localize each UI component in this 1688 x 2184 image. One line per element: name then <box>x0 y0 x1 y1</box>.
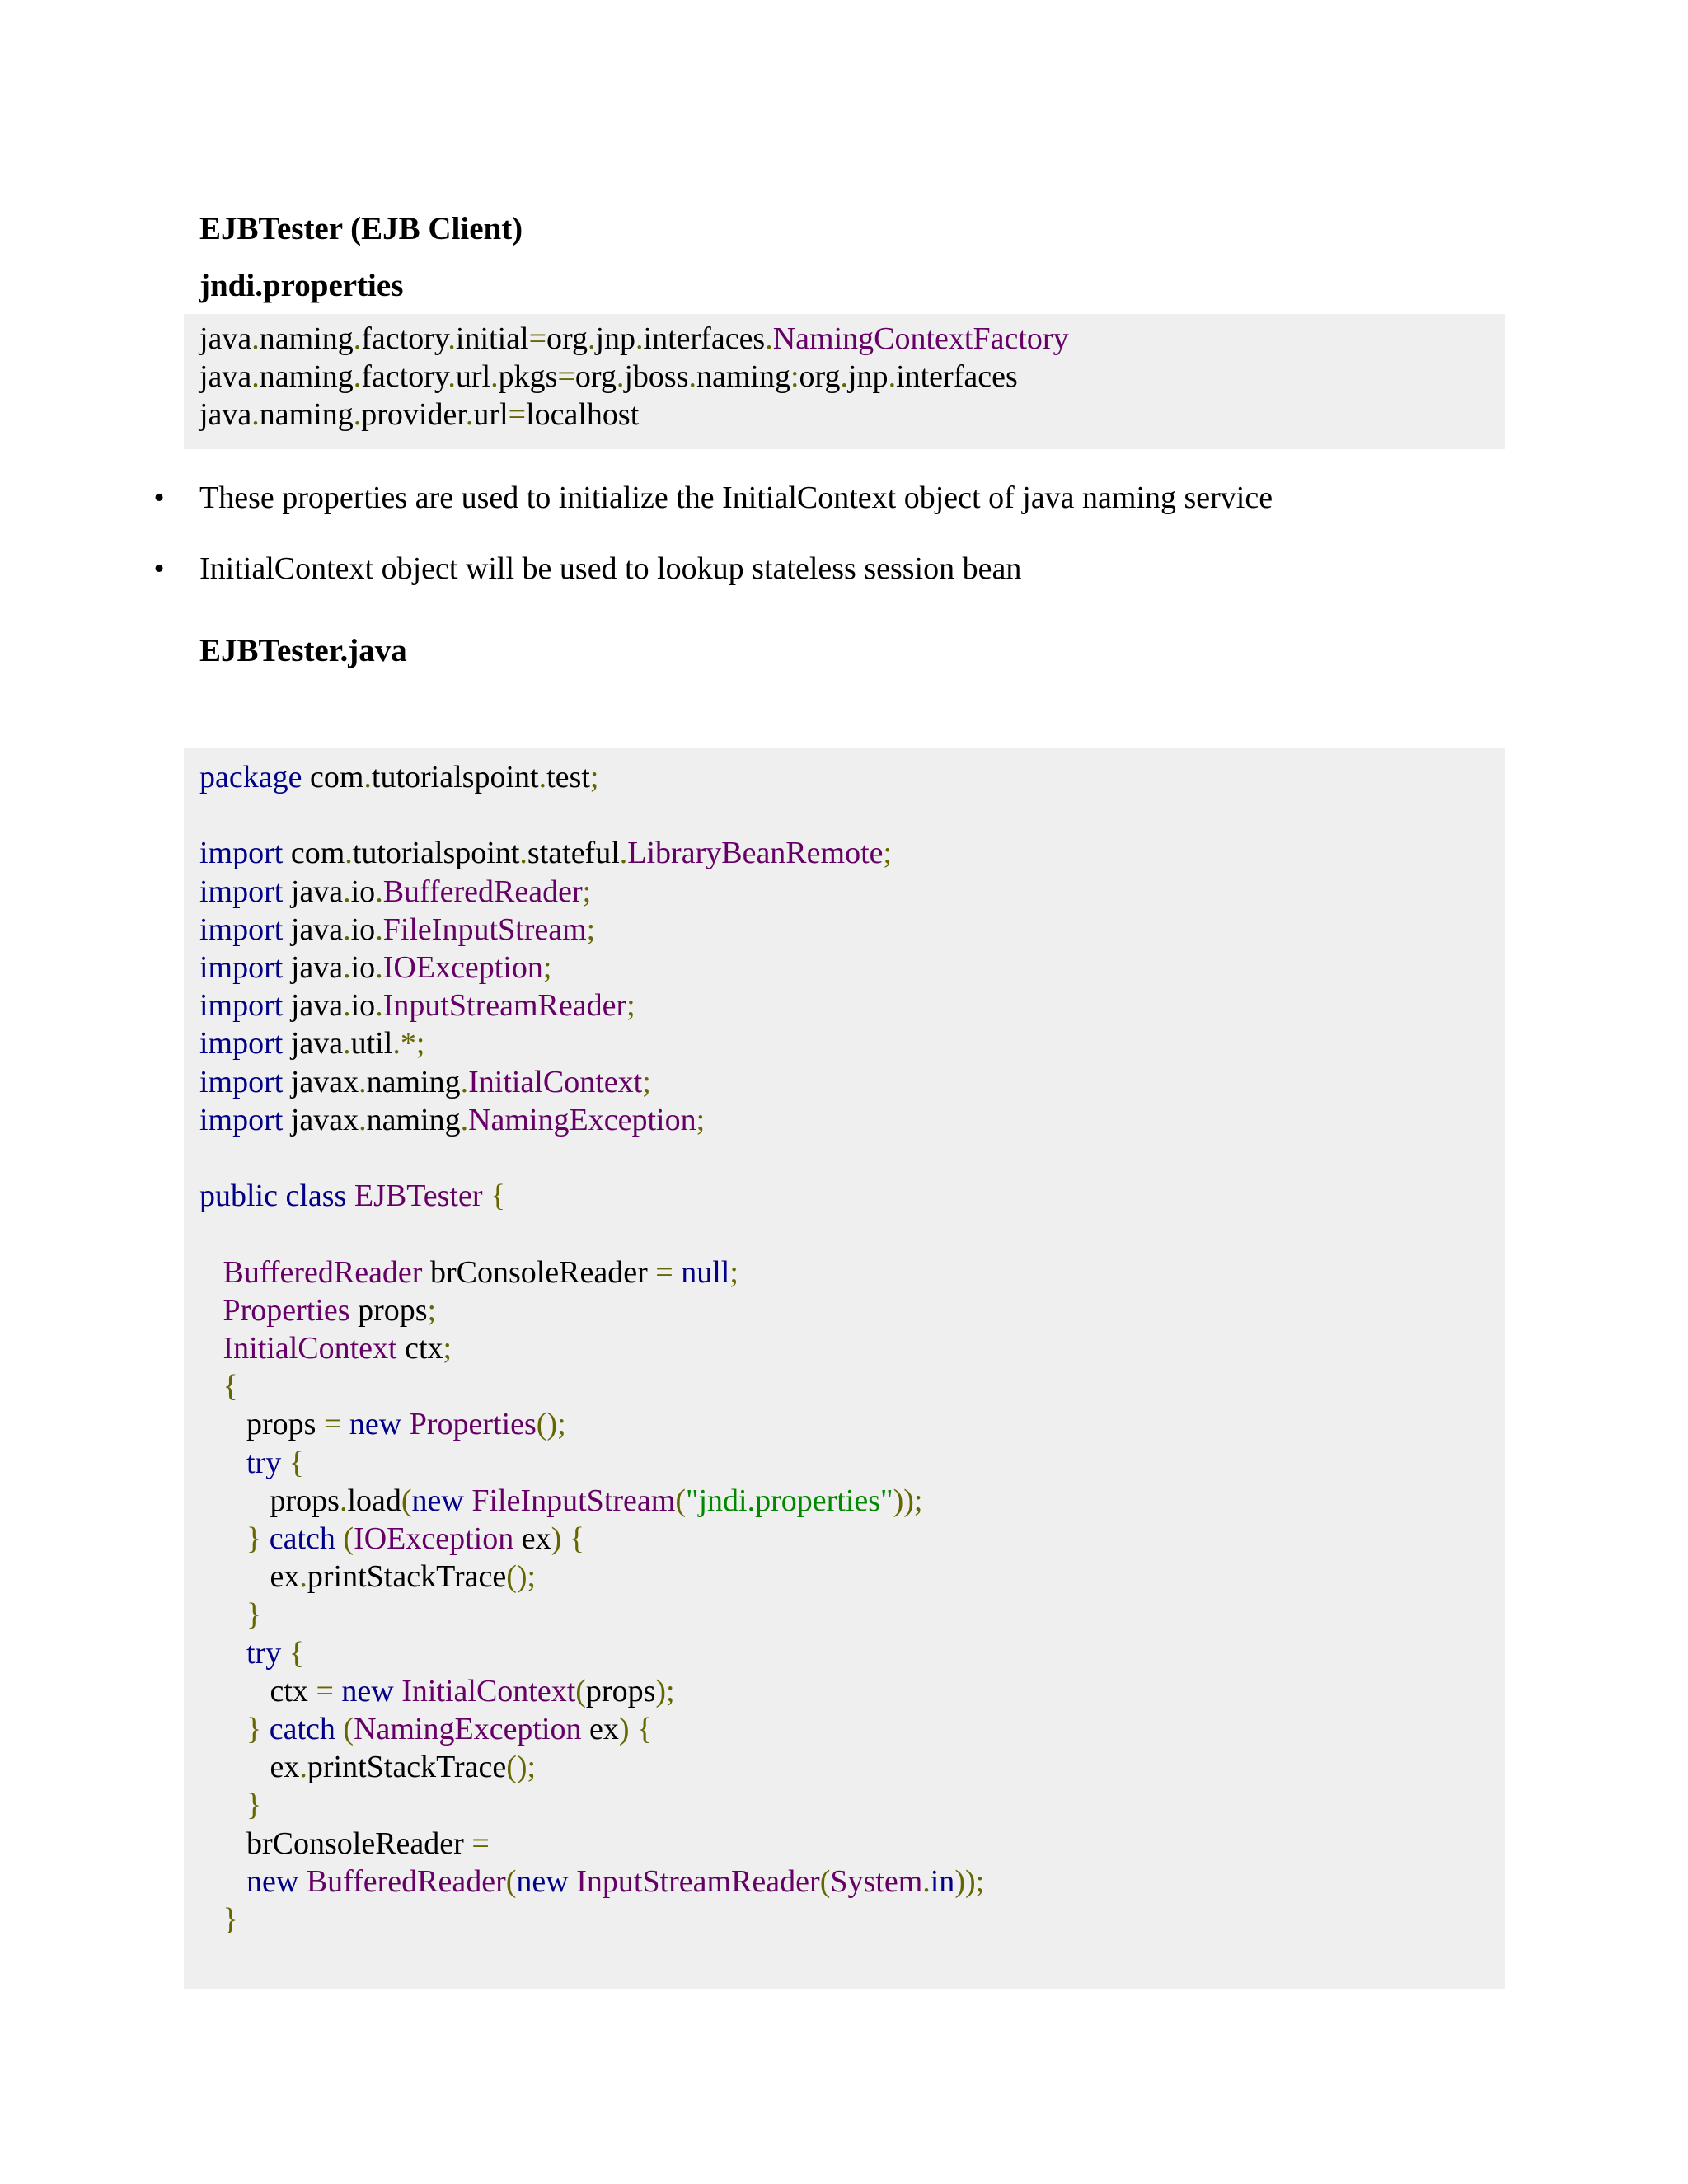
code-token <box>199 1712 246 1746</box>
code-token <box>199 1369 223 1404</box>
code-token: initial <box>455 321 529 356</box>
code-token: jnp <box>848 359 889 395</box>
code-token <box>199 1788 246 1822</box>
code-token: ; <box>883 836 893 871</box>
code-token: . <box>359 1102 367 1137</box>
code-token: . <box>299 1750 307 1785</box>
code-token: = <box>471 1825 490 1861</box>
code-line <box>199 873 591 911</box>
code-token: . <box>888 359 897 395</box>
bullet-text: These properties are used to initialize the InitialContext object of java naming service <box>199 480 1273 515</box>
code-token: System <box>830 1863 923 1899</box>
code-token: java <box>283 988 344 1024</box>
code-token: BufferedReader <box>306 1863 506 1899</box>
code-token <box>261 1712 270 1746</box>
code-line <box>199 834 892 872</box>
code-token: . <box>359 1064 367 1099</box>
code-token: ( <box>343 1521 354 1556</box>
code-token: . <box>343 874 351 909</box>
code-token: java <box>283 912 344 947</box>
code-token <box>401 1407 410 1441</box>
code-token: ( <box>505 1863 517 1899</box>
code-token: (); <box>536 1407 566 1442</box>
code-token: try <box>246 1635 282 1671</box>
code-line <box>199 1520 584 1558</box>
code-token: new <box>349 1407 402 1442</box>
code-token: ; <box>443 1331 452 1366</box>
code-token: printStackTrace <box>307 1559 507 1595</box>
code-token: . <box>251 397 260 433</box>
code-token: util <box>350 1026 393 1062</box>
code-line <box>199 987 635 1024</box>
code-token: import <box>199 950 284 985</box>
code-token: . <box>840 359 848 395</box>
code-line <box>199 396 639 434</box>
code-token: javax <box>283 1064 359 1099</box>
code-line <box>199 1596 261 1633</box>
code-token: io <box>350 950 376 985</box>
code-token <box>341 1407 349 1441</box>
code-token: ( <box>575 1673 586 1708</box>
code-token: null <box>681 1254 730 1290</box>
code-token: . <box>343 988 351 1024</box>
code-token: ) <box>618 1712 630 1746</box>
code-token: public class <box>199 1179 347 1214</box>
code-token: naming <box>259 321 354 356</box>
code-line <box>199 1900 238 1938</box>
code-token: . <box>448 359 456 395</box>
code-token: (); <box>506 1750 537 1785</box>
code-line <box>199 1710 652 1748</box>
code-token <box>199 1331 223 1366</box>
code-token: : <box>790 359 799 395</box>
code-token <box>281 1446 289 1480</box>
code-token: ex <box>513 1521 551 1556</box>
code-token: props <box>199 1407 324 1442</box>
code-token: = <box>528 321 547 356</box>
code-line <box>199 1634 304 1672</box>
code-token: java <box>283 874 344 909</box>
code-line <box>199 1291 436 1329</box>
code-token: . <box>688 359 696 395</box>
code-token: ( <box>675 1483 686 1518</box>
code-token: NamingContextFactory <box>772 321 1069 356</box>
code-line <box>199 758 598 796</box>
code-token: { <box>490 1179 506 1214</box>
code-token: java <box>199 321 252 356</box>
code-token: = <box>655 1254 673 1290</box>
code-token: . <box>448 321 456 356</box>
code-token: brConsoleReader <box>422 1254 656 1290</box>
code-token: } <box>246 1597 262 1633</box>
code-token: IOException <box>354 1521 514 1556</box>
code-token: import <box>199 988 284 1024</box>
code-token: naming <box>696 359 790 395</box>
code-token <box>394 1674 402 1708</box>
code-line <box>199 320 1069 358</box>
code-token: package <box>199 760 302 794</box>
heading-jndi-properties: jndi.properties <box>199 268 404 303</box>
code-line <box>199 1063 651 1101</box>
code-token: . <box>375 912 383 947</box>
code-token: { <box>569 1521 584 1556</box>
code-token: ctx <box>396 1331 443 1366</box>
code-token <box>334 1674 342 1708</box>
code-line <box>199 1748 536 1786</box>
code-token <box>569 1864 577 1899</box>
code-token: Properties <box>409 1407 537 1442</box>
code-token: { <box>288 1635 304 1671</box>
code-token: . <box>343 1026 351 1062</box>
code-token: . <box>465 397 474 433</box>
code-token <box>281 1636 289 1671</box>
code-token: } <box>223 1902 238 1937</box>
code-token: load <box>347 1483 401 1518</box>
code-token: . <box>339 1483 348 1518</box>
code-token: import <box>199 1064 284 1099</box>
bullet-dot: • <box>153 480 165 515</box>
code-token: import <box>199 1102 284 1137</box>
code-token: = <box>316 1673 334 1708</box>
code-token: interfaces <box>896 359 1018 395</box>
code-token: java <box>199 359 252 395</box>
code-token: BufferedReader <box>382 874 583 909</box>
heading-ejbtester-client: EJBTester (EJB Client) <box>199 211 523 246</box>
code-token: . <box>375 988 383 1024</box>
code-token: new <box>341 1673 394 1708</box>
code-token: tutorialspoint <box>371 760 539 794</box>
code-token: test <box>546 760 590 794</box>
code-token: new <box>246 1863 299 1899</box>
code-token: "jndi.properties" <box>685 1483 893 1518</box>
code-token: org <box>799 359 841 395</box>
code-line <box>199 1863 984 1900</box>
code-token: . <box>765 321 773 356</box>
code-token: BufferedReader <box>223 1254 423 1290</box>
code-token: naming <box>366 1064 461 1099</box>
code-token: = <box>557 359 575 395</box>
code-token: . <box>538 760 547 794</box>
code-token <box>199 1902 223 1937</box>
code-token: = <box>508 397 527 433</box>
code-line <box>199 1482 922 1520</box>
code-token: . <box>299 1559 307 1595</box>
code-token: . <box>490 359 499 395</box>
code-token: printStackTrace <box>307 1750 507 1785</box>
code-token: NamingException <box>354 1712 582 1746</box>
code-line <box>199 1558 536 1596</box>
code-token: . <box>345 836 353 871</box>
code-token: . <box>375 874 383 909</box>
code-token: EJBTester <box>354 1179 483 1214</box>
code-token: import <box>199 836 284 871</box>
code-token: naming <box>259 359 354 395</box>
code-token: ; <box>586 912 596 947</box>
code-token: in <box>930 1863 955 1899</box>
code-token <box>199 1864 246 1899</box>
code-token: } <box>246 1712 262 1746</box>
code-token: java <box>283 1026 344 1062</box>
code-line <box>199 1177 505 1215</box>
code-token: . <box>460 1064 469 1099</box>
code-token: ; <box>626 988 635 1024</box>
code-token: catch <box>269 1521 335 1556</box>
code-line <box>199 1367 238 1405</box>
code-line <box>199 1405 566 1443</box>
code-token: FileInputStream <box>382 912 587 947</box>
code-token: IOException <box>382 950 543 985</box>
code-token: . <box>363 760 372 794</box>
code-token: . <box>616 359 625 395</box>
code-token: . <box>375 950 383 985</box>
code-token: ; <box>642 1064 651 1099</box>
code-token <box>199 1293 223 1328</box>
code-token: java <box>199 397 252 433</box>
code-line <box>199 1254 738 1291</box>
code-token: url <box>473 397 509 433</box>
code-token <box>464 1483 472 1518</box>
code-line <box>199 1786 261 1824</box>
code-token: import <box>199 912 284 947</box>
code-token: try <box>246 1445 282 1480</box>
code-token: . <box>460 1102 469 1137</box>
code-line <box>199 1672 675 1710</box>
code-token: ; <box>589 760 599 794</box>
code-token: . <box>519 836 528 871</box>
code-token: brConsoleReader <box>199 1825 472 1861</box>
code-line <box>199 1024 424 1062</box>
code-token <box>199 1636 246 1671</box>
code-token: .*; <box>392 1026 425 1062</box>
code-token <box>298 1864 307 1899</box>
code-token: ctx <box>199 1673 316 1708</box>
code-token: LibraryBeanRemote <box>627 836 884 871</box>
code-token <box>483 1179 491 1213</box>
code-token: (); <box>506 1559 537 1595</box>
code-token: pkgs <box>498 359 558 395</box>
code-token <box>199 1597 246 1632</box>
code-token: . <box>251 321 260 356</box>
code-token <box>346 1179 354 1213</box>
code-token: ( <box>819 1863 831 1899</box>
code-token: props <box>349 1292 428 1328</box>
code-token: props <box>199 1483 340 1518</box>
code-token: ( <box>401 1483 412 1518</box>
code-token: ; <box>542 950 552 985</box>
code-token: naming <box>366 1102 461 1137</box>
code-token <box>630 1712 638 1746</box>
code-token <box>261 1521 270 1556</box>
code-token: tutorialspoint <box>352 836 520 871</box>
code-token: jnp <box>595 321 636 356</box>
code-token: org <box>574 359 617 395</box>
code-token: InitialContext <box>401 1673 576 1708</box>
code-token: ; <box>427 1292 437 1328</box>
code-line <box>199 911 595 949</box>
code-token: catch <box>269 1712 335 1746</box>
code-token <box>199 1255 223 1290</box>
code-token: ex <box>199 1559 300 1595</box>
code-line <box>199 1329 452 1367</box>
code-token: ex <box>199 1750 300 1785</box>
code-token: . <box>587 321 596 356</box>
code-token: )); <box>893 1483 923 1518</box>
bullet-dot: • <box>153 551 165 586</box>
jndi-properties-code-block <box>184 314 1505 449</box>
code-token <box>335 1712 344 1746</box>
heading-ejbtester-java: EJBTester.java <box>199 633 407 668</box>
code-token: naming <box>259 397 354 433</box>
code-token: ; <box>582 874 592 909</box>
code-token: factory <box>361 359 448 395</box>
code-token: io <box>350 988 376 1024</box>
code-token: Properties <box>223 1292 350 1328</box>
code-token: )); <box>954 1863 985 1899</box>
code-token: jboss <box>624 359 689 395</box>
code-token: ; <box>729 1254 738 1290</box>
code-token <box>199 1521 246 1556</box>
code-token: ; <box>696 1102 706 1137</box>
code-token: = <box>323 1407 342 1442</box>
java-code-block <box>184 748 1505 1989</box>
code-token: java <box>283 950 344 985</box>
code-token: provider <box>361 397 466 433</box>
code-token: new <box>411 1483 464 1518</box>
code-token: . <box>922 1863 931 1899</box>
code-token <box>199 1446 246 1480</box>
code-token: import <box>199 1026 284 1062</box>
code-token: io <box>350 874 376 909</box>
code-token: { <box>223 1369 238 1404</box>
code-token: ); <box>655 1673 675 1708</box>
code-token <box>561 1521 570 1556</box>
code-token <box>673 1255 682 1290</box>
code-token: . <box>619 836 628 871</box>
code-token: } <box>246 1788 262 1823</box>
code-token: . <box>343 950 351 985</box>
code-token: com <box>283 836 345 871</box>
code-token: interfaces <box>643 321 766 356</box>
code-token: ex <box>581 1712 619 1746</box>
code-line <box>199 1825 490 1863</box>
code-line <box>199 1101 705 1139</box>
code-line <box>199 358 1018 396</box>
code-token: NamingException <box>468 1102 696 1137</box>
code-token: com <box>302 760 364 794</box>
code-token: org <box>546 321 588 356</box>
bullet-text: InitialContext object will be used to lookup stateless session bean <box>199 551 1022 586</box>
code-token: url <box>455 359 491 395</box>
code-token: . <box>353 359 362 395</box>
code-token: . <box>353 321 362 356</box>
code-token: { <box>288 1445 304 1480</box>
code-line <box>199 949 551 987</box>
code-token: io <box>350 912 376 947</box>
code-token: ( <box>343 1712 354 1746</box>
code-line <box>199 1444 304 1482</box>
code-token: InitialContext <box>468 1064 643 1099</box>
code-token: new <box>516 1863 569 1899</box>
code-token: FileInputStream <box>471 1483 676 1518</box>
code-token: . <box>353 397 362 433</box>
code-token: ) <box>551 1521 562 1556</box>
code-token: props <box>585 1673 656 1708</box>
code-token: { <box>637 1712 653 1746</box>
code-token <box>335 1521 344 1556</box>
code-token: InputStreamReader <box>576 1863 820 1899</box>
code-token: . <box>343 912 351 947</box>
code-token: . <box>251 359 260 395</box>
code-token: } <box>246 1521 262 1556</box>
code-token: InputStreamReader <box>382 988 627 1024</box>
code-token: import <box>199 874 284 909</box>
code-token: stateful <box>527 836 620 871</box>
code-token: javax <box>283 1102 359 1137</box>
code-token: factory <box>361 321 448 356</box>
code-token: . <box>635 321 644 356</box>
code-token: localhost <box>526 397 640 433</box>
code-token: InitialContext <box>223 1331 397 1366</box>
